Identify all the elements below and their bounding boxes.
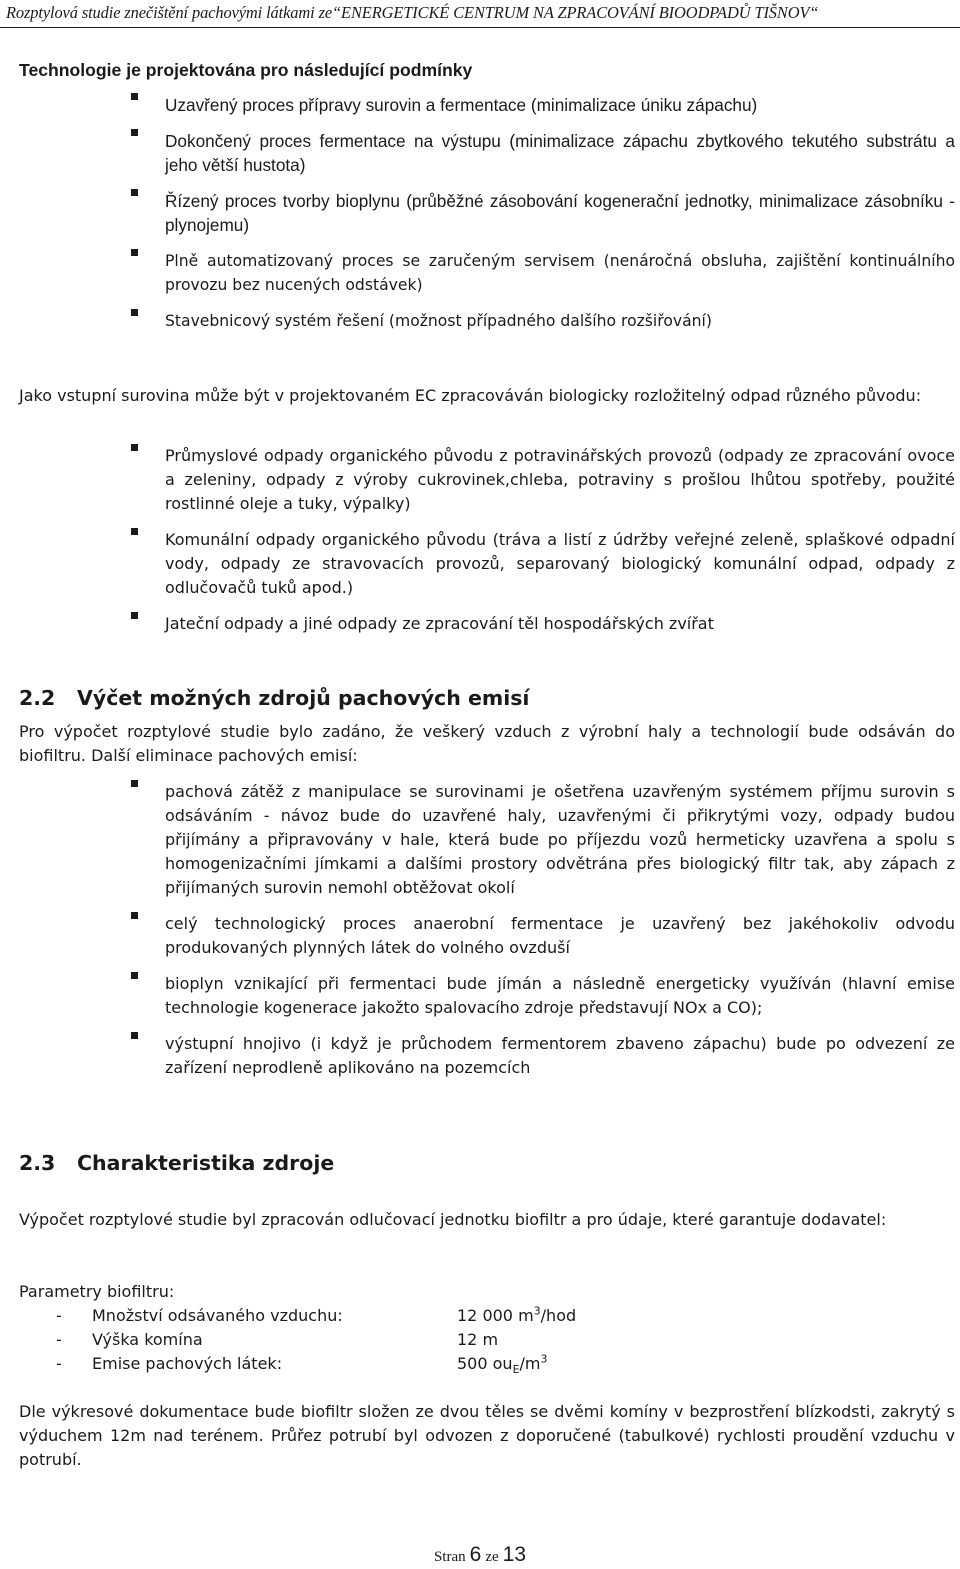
bullet-icon [131, 93, 138, 100]
param-row: - Emise pachových látek: 500 $ou_E/m^3$ [56, 1352, 548, 1377]
param-row: - Výška komína 12 m [19, 1328, 955, 1352]
list-item: bioplyn vznikající při fermentaci bude jímán a následně energeticky využíván (hlavní emise technologie kogenerace jakožto spalovacího zdroje představují NOx a CO); [19, 972, 955, 1020]
bullet-icon [131, 189, 138, 196]
bullet-icon [131, 129, 138, 136]
header-rule [0, 27, 960, 28]
bullet-icon [131, 912, 138, 919]
bullet-icon [131, 780, 138, 787]
list-item: Plně automatizovaný proces se zaručeným servisem (nenáročná obsluha, zajištění kontinuálního provozu bez nucených odstávek) [19, 249, 955, 297]
emissions-list-wrap [19, 780, 955, 1092]
input-list-wrap [19, 444, 955, 648]
list-item: výstupní hnojivo (i když je průchodem fermentorem zbaveno zápachu) bude po odvezení ze zařízení neprodleně aplikováno na pozemcích [19, 1032, 955, 1080]
section-2-3-closing: Dle výkresové dokumentace bude biofiltr složen ze dvou těles se dvěmi komíny v bezprostření blízkodsti, zakrytý s výduchem 12m nad terénem. Průřez potrubí byl odvozen z doporučené (tabulkové) rychlosti proudění vzduchu v potrubí. [19, 1402, 955, 1469]
param-label: Výška komína [92, 1330, 203, 1349]
list-item: Komunální odpady organického původu (tráva a listí z údržby veřejné zeleně, splaškové odpadní vody, odpady ze stravovacích provozů, separovaný biologický komunální odpad, odpady z odlučovačů tuků apod.) [19, 528, 955, 600]
param-label: Emise pachových látek: [92, 1354, 283, 1373]
list-item: Uzavřený proces přípravy surovin a fermentace (minimalizace úniku zápachu) [19, 93, 955, 117]
param-label: Množství odsávaného vzduchu: [92, 1306, 343, 1325]
bullet-icon [131, 1032, 138, 1039]
bullet-icon [131, 612, 138, 619]
conditions-heading: Technologie je projektována pro následující podmínky [19, 60, 473, 80]
param-value: 500 $ou_E/m^3$ [457, 1352, 548, 1377]
list-item: pachová zátěž z manipulace se surovinami je ošetřena uzavřeným systémem příjmu surovin s odsáváním - návoz bude do uzavřené haly, uzavřenými či přikrytými vozy, odpady budou přijímány a připravovány v hale, která bude po příjezdu vozů hermeticky uzavřena a spolu s homogenizačními jímkami a dalšími prostory odvětrána přes biologický filtr tak, aby zápach z přijímaných surovin nemohl obtěžovat okolí [19, 780, 955, 900]
footer-total-pages: 13 [502, 1543, 527, 1566]
bullet-icon [131, 444, 138, 451]
list-item: Dokončený proces fermentace na výstupu (minimalizace zápachu zbytkového tekutého substrátu a jeho větší hustota) [19, 129, 955, 177]
conditions-list-wrap [19, 93, 955, 345]
bullet-icon [131, 528, 138, 535]
input-list [19, 444, 955, 636]
bullet-icon [131, 249, 138, 256]
input-intro: Jako vstupní surovina může být v projektovaném EC zpracováván biologicky rozložitelný odpad různého původu: [19, 386, 922, 405]
list-item: Řízený proces tvorby bioplynu (průběžné zásobování kogenerační jednotky, minimalizace zásobníku - plynojemu) [19, 189, 955, 237]
list-item: Jateční odpady a jiné odpady ze zpracování těl hospodářských zvířat [19, 612, 955, 636]
emissions-list [19, 780, 955, 1080]
footer-current-page: 6 [469, 1543, 482, 1566]
params-heading: Parametry biofiltru: [19, 1282, 175, 1301]
section-2-3-title: 2.3 Charakteristika zdroje [19, 1151, 335, 1175]
param-row: - Množství odsávaného vzduchu: 12 000 $m^3$/hod [19, 1304, 955, 1328]
bullet-icon [131, 972, 138, 979]
list-item: celý technologický proces anaerobní fermentace je uzavřený bez jakéhokoliv odvodu produkovaných plynných látek do volného ovzduší [19, 912, 955, 960]
list-item: Stavebnicový systém řešení (možnost případného dalšího rozšiřování) [19, 309, 955, 333]
biofilter-params [19, 1280, 955, 1376]
section-2-2-intro: Pro výpočet rozptylové studie bylo zadáno, že veškerý vzduch z výrobní haly a technologií bude odsáván do biofiltru. Další eliminace pachových emisí: [19, 722, 955, 765]
conditions-list [19, 93, 955, 333]
conditions-section [19, 58, 955, 82]
footer-ze: ze [485, 1549, 499, 1565]
param-value: 12 m [457, 1330, 499, 1349]
list-item: Průmyslové odpady organického původu z potravinářských provozů (odpady ze zpracování ovoce a zeleniny, odpady z výroby cukrovinek,chleba, potraviny s prošlou lhůtou spotřeby, použité rostlinné oleje a tuky, výpalky) [19, 444, 955, 516]
page-footer [0, 1543, 960, 1567]
section-2-3-intro: Výpočet rozptylové studie byl zpracován odlučovací jednotku biofiltr a pro údaje, které garantuje dodavatel: [19, 1210, 887, 1229]
section-2-2-title: 2.2 Výčet možných zdrojů pachových emisí [19, 686, 530, 710]
running-header: Rozptylová studie znečištění pachovými látkami ze“ENERGETICKÉ CENTRUM NA ZPRACOVÁNÍ BIOODPADŮ TIŠNOV“ [6, 3, 819, 22]
footer-strana: Stran [433, 1549, 466, 1565]
bullet-icon [131, 309, 138, 316]
param-value: 12 000 $m^3$/hod [457, 1304, 577, 1325]
